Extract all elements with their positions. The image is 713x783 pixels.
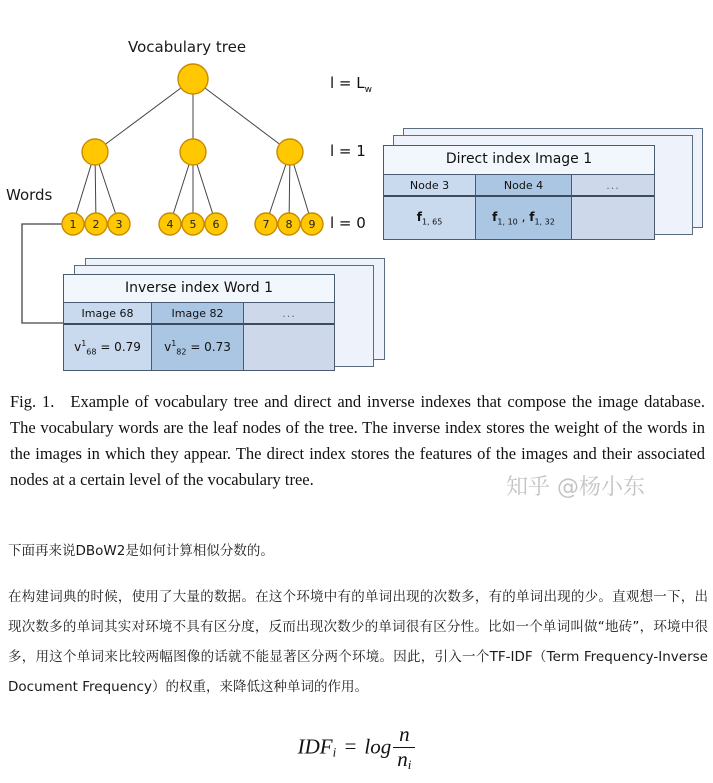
inverse-index-value-row <box>64 325 334 370</box>
tree-leaf-word-2 <box>85 213 107 235</box>
formula-numerator: n <box>399 722 410 746</box>
inverse-index-cell-image82 <box>152 325 244 370</box>
level-label-lw <box>330 74 372 95</box>
tree-leaf-word-5 <box>182 213 204 235</box>
direct-index-header-more: ... <box>572 175 654 197</box>
svg-text:7: 7 <box>262 217 270 231</box>
tree-node-internal-2 <box>180 139 206 165</box>
svg-text:8: 8 <box>285 217 293 231</box>
figure-caption-text: Example of vocabulary tree and direct and inverse indexes that compose the image database. The vocabulary words are the leaf nodes of the tree. The inverse index stores the weight of the words in the images in which they appear. The direct index stores the features of the images and their associated nodes at a certain level of the vocabulary tree. <box>10 392 705 489</box>
tree-leaf-word-8 <box>278 213 300 235</box>
tree-node-internal-3 <box>277 139 303 165</box>
direct-index-header-node3: Node 3 <box>384 175 476 197</box>
svg-text:4: 4 <box>166 217 174 231</box>
figure-label-words: Words <box>6 186 53 204</box>
feature-f-1-65: $f_{1, 65}$ <box>416 209 443 227</box>
formula-lhs: IDF <box>297 734 333 759</box>
watermark: 知乎 @杨小东 <box>506 475 645 500</box>
direct-index-header-row <box>384 175 654 197</box>
inverse-index-cell-empty <box>244 325 334 370</box>
svg-text:2: 2 <box>92 217 100 231</box>
formula-lhs-subscript: i <box>332 744 337 760</box>
feature-f-1-10-and-f-1-32: $f_{1, 10}$ , $f_{1, 32}$ <box>492 209 555 227</box>
inverse-index-header-row <box>64 303 334 325</box>
formula-fraction <box>393 723 415 772</box>
weight-v-82: $v^1_{82} = 0.73$ <box>164 338 231 357</box>
tree-leaf-word-1 <box>62 213 84 235</box>
figure-caption-number: Fig. 1. <box>10 392 55 411</box>
body-paragraph-1: 下面再来说DBoW2是如何计算相似分数的。 <box>8 543 274 559</box>
tree-leaf-word-4 <box>159 213 181 235</box>
level-label-l0: l = 0 <box>330 214 366 232</box>
formula-equals: = <box>343 734 358 759</box>
svg-text:1: 1 <box>69 217 77 231</box>
direct-index-value-row <box>384 197 654 239</box>
weight-v-68: $v^1_{68} = 0.79$ <box>74 338 141 357</box>
inverse-index-card <box>63 274 335 371</box>
inverse-index-title: Inverse index Word 1 <box>64 275 334 303</box>
body-paragraph-2: 在构建词典的时候，使用了大量的数据。在这个环境中有的单词出现的次数多，有的单词出现的少。直观想一下，出现次数多的单词其实对环境不具有区分度，反而出现次数少的单词很有区分性。比如一个单词叫做“地砖”，环境中很多，用这个单词来比较两幅图像的话就不能显著区分两个环境。因此，引入一个TF-IDF（Term Frequency-Inverse Document Frequency）的权重，来降低这种单词的作用。 <box>8 589 708 695</box>
svg-text:3: 3 <box>115 217 123 231</box>
tree-leaf-word-9 <box>301 213 323 235</box>
figure-vocabulary-tree <box>0 0 713 375</box>
formula-idf <box>0 724 713 773</box>
figure-caption <box>10 389 705 493</box>
level-label-lw-sub: w <box>364 85 373 95</box>
direct-index-cell-empty <box>572 197 654 239</box>
svg-text:6: 6 <box>212 217 220 231</box>
level-label-lw-text: l = L <box>330 74 365 92</box>
direct-index-title: Direct index Image 1 <box>384 146 654 175</box>
level-label-l1: l = 1 <box>330 142 366 160</box>
svg-text:9: 9 <box>308 217 316 231</box>
tree-node-root <box>178 64 208 94</box>
direct-index-header-node4: Node 4 <box>476 175 572 197</box>
svg-text:5: 5 <box>189 217 197 231</box>
tree-leaf-word-6 <box>205 213 227 235</box>
direct-index-cell-node3 <box>384 197 476 239</box>
tree-node-internal-1 <box>82 139 108 165</box>
inverse-index-cell-image68 <box>64 325 152 370</box>
inverse-index-header-image68: Image 68 <box>64 303 152 325</box>
direct-index-card <box>383 145 655 240</box>
inverse-index-header-image82: Image 82 <box>152 303 244 325</box>
tree-leaf-word-7 <box>255 213 277 235</box>
inverse-index-header-more: ... <box>244 303 334 325</box>
tree-leaf-word-3 <box>108 213 130 235</box>
formula-log: log <box>364 734 392 759</box>
figure-title-vocabulary-tree: Vocabulary tree <box>128 38 247 56</box>
formula-denominator: ni <box>393 747 415 773</box>
formula-denominator-subscript: i <box>407 756 412 772</box>
direct-index-cell-node4 <box>476 197 572 239</box>
